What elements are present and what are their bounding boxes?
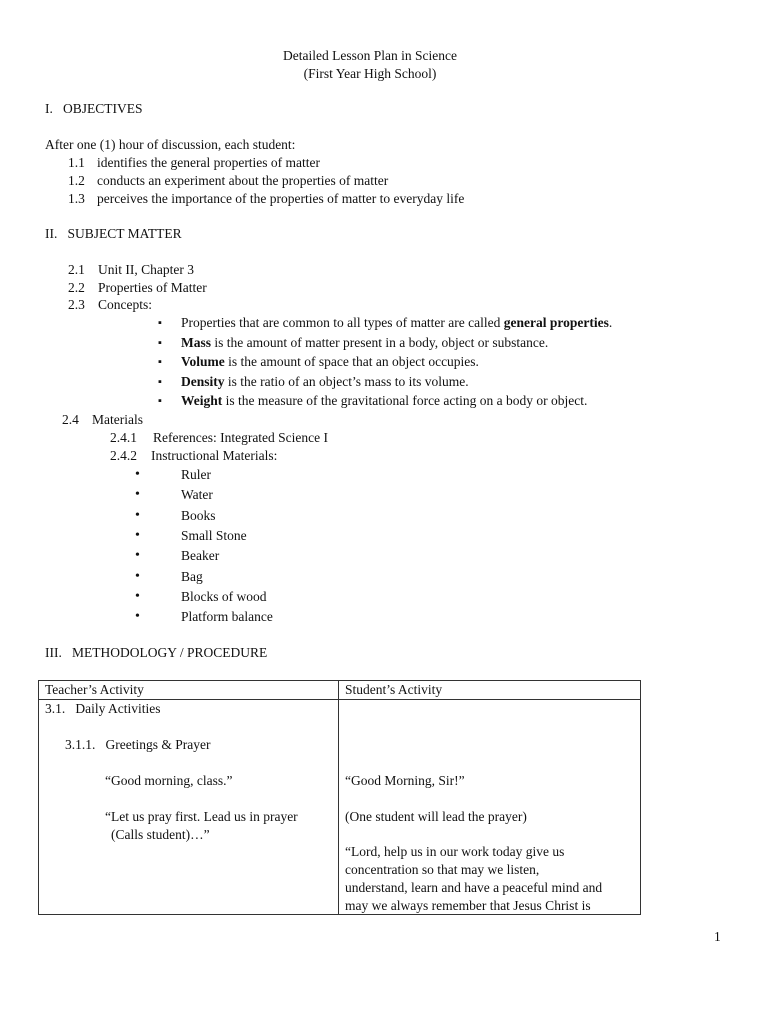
objectives-heading: I. OBJECTIVES [45,101,143,116]
concept-item [181,392,587,410]
round-bullet-icon: • [135,569,140,584]
subject-heading: II. SUBJECT MATTER [45,226,182,241]
concept-item [181,334,548,352]
table-header-row [39,681,641,700]
subject-item-number: 2.3 [68,297,85,312]
student-activity-header: Student’s Activity [339,681,641,700]
concept-text: is the ratio of an object’s mass to its volume. [224,374,469,389]
material-item: Platform balance [181,609,273,624]
instructional-number: 2.4.2 [110,448,137,463]
material-item: Blocks of wood [181,589,267,604]
round-bullet-icon: • [135,589,140,604]
concept-term: Volume [181,354,225,369]
square-bullet-icon: ▪ [158,376,162,388]
concept-text: is the measure of the gravitational force acting on a body or object. [222,393,588,408]
objective-text: perceives the importance of the properties of matter to everyday life [97,191,465,206]
concept-term: Mass [181,335,211,350]
material-item: Water [181,487,213,502]
concept-text: is the amount of matter present in a body, object or substance. [211,335,549,350]
objectives-intro: After one (1) hour of discussion, each student: [45,137,296,152]
square-bullet-icon: ▪ [158,395,162,407]
teacher-greeting: “Good morning, class.” [105,773,233,788]
prayer-line: concentration so that may we listen, [345,862,540,877]
objective-text: identifies the general properties of matter [97,155,321,170]
page-number: 1 [714,929,721,944]
prayer-line: “Lord, help us in our work today give us [345,844,565,859]
concept-term: Density [181,374,225,389]
round-bullet-icon: • [135,548,140,563]
prayer-line: may we always remember that Jesus Christ is [345,898,591,913]
subject-item-text: Properties of Matter [98,280,207,295]
student-lead-prayer: (One student will lead the prayer) [345,809,527,824]
teacher-activity-header: Teacher’s Activity [39,681,339,700]
teacher-activity-cell [39,700,339,915]
concept-item [181,353,479,371]
subject-item-number: 2.1 [68,262,85,277]
concept-text: is the amount of space that an object occupies. [224,354,479,369]
round-bullet-icon: • [135,467,140,482]
concept-item [181,314,612,332]
student-activity-cell [339,700,641,915]
references-text: References: Integrated Science I [153,430,329,445]
material-item: Books [181,508,216,523]
teacher-prayer-line-2: (Calls student)…” [111,827,210,842]
page-title: Detailed Lesson Plan in Science [283,48,457,63]
concept-text: . [608,315,613,330]
procedure-table [38,680,641,915]
material-item: Beaker [181,548,220,563]
concept-text: Properties that are common to all types of matter are called [181,315,504,330]
material-item: Bag [181,569,203,584]
student-greeting: “Good Morning, Sir!” [345,773,465,788]
materials-label: Materials [92,412,143,427]
objective-number: 1.2 [68,173,85,188]
material-item: Ruler [181,467,211,482]
daily-activities-label: 3.1. Daily Activities [45,701,161,716]
table-row [39,700,641,915]
objective-number: 1.1 [68,155,85,170]
round-bullet-icon: • [135,609,140,624]
square-bullet-icon: ▪ [158,337,162,349]
objective-number: 1.3 [68,191,85,206]
page-subtitle: (First Year High School) [303,66,437,81]
concept-term: Weight [181,393,223,408]
references-number: 2.4.1 [110,430,137,445]
greetings-label: 3.1.1. Greetings & Prayer [65,737,211,752]
objective-text: conducts an experiment about the properties of matter [97,173,389,188]
concept-item [181,373,469,391]
teacher-prayer-line-1: “Let us pray first. Lead us in prayer [105,809,298,824]
materials-number: 2.4 [62,412,79,427]
subject-item-text: Unit II, Chapter 3 [98,262,194,277]
round-bullet-icon: • [135,487,140,502]
round-bullet-icon: • [135,528,140,543]
round-bullet-icon: • [135,508,140,523]
prayer-line: understand, learn and have a peaceful mind and [345,880,603,895]
subject-item-text: Concepts: [98,297,152,312]
material-item: Small Stone [181,528,247,543]
concept-term: general properties [503,315,609,330]
square-bullet-icon: ▪ [158,356,162,368]
subject-item-number: 2.2 [68,280,85,295]
instructional-label: Instructional Materials: [151,448,278,463]
methodology-heading: III. METHODOLOGY / PROCEDURE [45,645,268,660]
square-bullet-icon: ▪ [158,317,162,329]
